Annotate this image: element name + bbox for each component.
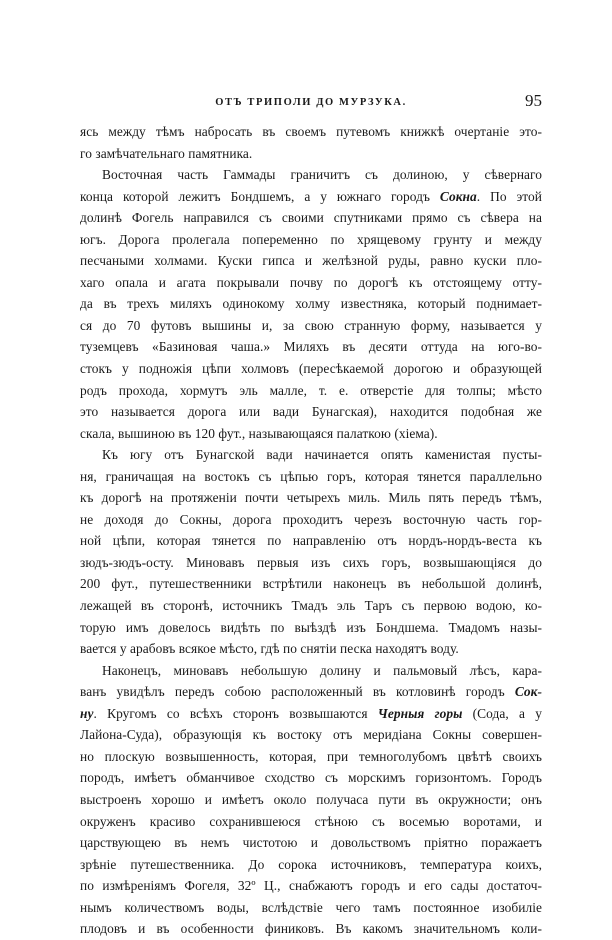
text-line bbox=[80, 573, 542, 595]
text-line bbox=[80, 530, 542, 552]
text-segment: долинѣ Фогель направился съ своими спутниками прямо съ сѣвера на bbox=[80, 210, 542, 226]
text-segment: туземцевъ «Базиновая чаша.» Миляхъ въ десяти оттуда на юго-во- bbox=[80, 339, 542, 355]
text-segment: родъ прохода, хормутъ эль малле, т. е. отверстіе для толпы; мѣсто bbox=[80, 382, 542, 398]
text-segment: да въ трехъ миляхъ одинокому холму известняка, который поднимает- bbox=[80, 296, 542, 312]
body-text bbox=[80, 121, 542, 940]
text-line bbox=[80, 444, 542, 466]
text-line bbox=[80, 358, 542, 380]
text-line bbox=[80, 487, 542, 509]
text-segment: окруженъ красиво сохранившеюся стѣною съ восемью воротами, и bbox=[80, 813, 542, 829]
text-segment: вается у арабовъ всякое мѣсто, гдѣ по снятіи песка находятъ воду. bbox=[80, 641, 459, 657]
text-segment: Лайона-Суда), образующія къ востоку отъ меридіана Сокны совершен- bbox=[80, 727, 542, 743]
text-line bbox=[80, 186, 542, 208]
emphasized-text: Черныя горы bbox=[377, 705, 463, 721]
text-line bbox=[80, 617, 542, 639]
text-line bbox=[80, 918, 542, 940]
text-line bbox=[80, 466, 542, 488]
text-segment: торую имъ довелось видѣть по выѣздѣ изъ Бондшема. Тмадомъ назы- bbox=[80, 619, 542, 635]
text-line bbox=[80, 272, 542, 294]
text-line bbox=[80, 250, 542, 272]
text-line bbox=[80, 552, 542, 574]
text-segment: ной цѣпи, которая тянется по направленію отъ нордъ-нордъ-веста къ bbox=[80, 533, 542, 549]
text-segment: породъ, имѣетъ обманчивое сходство съ морскимъ горизонтомъ. Городъ bbox=[80, 770, 542, 786]
text-segment: . По этой bbox=[476, 188, 542, 204]
text-segment: ся до 70 футовъ вышины и, за свою странную форму, называется у bbox=[80, 317, 542, 333]
emphasized-text: ну bbox=[80, 705, 94, 721]
text-line bbox=[80, 724, 542, 746]
text-segment: скала, вышиною въ 120 фут., называющаяся палаткою (хіема). bbox=[80, 425, 438, 441]
text-segment: по измѣреніямъ Фогеля, 32º Ц., снабжаютъ городъ и его сады достаточ- bbox=[80, 878, 542, 894]
text-segment: конца которой лежитъ Бондшемъ, а у южнаго городъ bbox=[80, 188, 440, 204]
text-line bbox=[80, 229, 542, 251]
text-line bbox=[80, 423, 542, 445]
text-line bbox=[80, 380, 542, 402]
text-line bbox=[80, 703, 542, 725]
text-segment: 200 фут., путешественники встрѣтили наконецъ въ небольшой долинѣ, bbox=[80, 576, 542, 592]
emphasized-text: Сок- bbox=[514, 684, 542, 700]
page-number: 95 bbox=[525, 91, 542, 110]
text-line bbox=[80, 509, 542, 531]
text-segment: къ дорогѣ на протяженіи почти четырехъ миль. Миль пять передъ тѣмъ, bbox=[80, 490, 542, 506]
text-segment: ванъ увидѣлъ передъ собою расположенный въ котловинѣ городъ bbox=[80, 684, 515, 700]
text-segment: стокъ у подножія цѣпи холмовъ (пересѣкаемой дорогою и образующей bbox=[80, 361, 542, 377]
text-segment: Наконецъ, миновавъ небольшую долину и пальмовый лѣсъ, кара- bbox=[102, 662, 542, 678]
text-line bbox=[80, 121, 542, 143]
text-line bbox=[80, 143, 542, 165]
text-segment: плодовъ и въ особенности финиковъ. Въ какомъ значительномъ коли- bbox=[80, 921, 542, 937]
text-line bbox=[80, 767, 542, 789]
text-segment: го замѣчательнаго памятника. bbox=[80, 145, 253, 161]
text-segment: песчаными холмами. Куски гипса и желѣзной руды, равно куски пло- bbox=[80, 253, 542, 269]
text-line bbox=[80, 638, 542, 660]
text-line bbox=[80, 875, 542, 897]
text-segment: Къ югу отъ Бунагской вади начинается опять каменистая пусты- bbox=[102, 447, 542, 463]
text-line bbox=[80, 293, 542, 315]
text-line bbox=[80, 595, 542, 617]
text-line bbox=[80, 315, 542, 337]
text-line bbox=[80, 207, 542, 229]
text-line bbox=[80, 401, 542, 423]
text-line bbox=[80, 789, 542, 811]
text-line bbox=[80, 660, 542, 682]
text-segment: царствующею въ немъ чистотою и довольствомъ пріятно поражаетъ bbox=[80, 835, 542, 851]
text-line bbox=[80, 681, 542, 703]
text-segment: Восточная часть Гаммады граничитъ съ долиною, у сѣвернаго bbox=[102, 167, 542, 183]
text-segment: ня, граничащая на востокъ съ цѣпью горъ, которая тянется параллельно bbox=[80, 468, 542, 484]
emphasized-text: Сокна bbox=[439, 188, 477, 204]
running-title: ОТЪ ТРИПОЛИ ДО МУРЗУКА. bbox=[215, 97, 407, 108]
text-segment: хаго опала и агата покрывали почву по дорогѣ къ отстоящему отту- bbox=[80, 274, 542, 290]
text-segment: лежащей въ сторонѣ, источникъ Тмадъ эль Таръ съ первою водою, ко- bbox=[80, 598, 542, 614]
text-line bbox=[80, 854, 542, 876]
text-line bbox=[80, 164, 542, 186]
text-line bbox=[80, 746, 542, 768]
text-segment: . Кругомъ со всѣхъ сторонъ возвышаются bbox=[93, 705, 378, 721]
text-segment: выстроенъ хорошо и имѣетъ около получаса пути въ окружности; онъ bbox=[80, 791, 542, 807]
text-line bbox=[80, 832, 542, 854]
text-segment: югъ. Дорога пролегала попеременно по хрящевому грунту и между bbox=[80, 231, 542, 247]
page-header bbox=[80, 91, 542, 113]
text-line bbox=[80, 811, 542, 833]
text-segment: но плоскую возвышенность, которая, при темноголубомъ цвѣтѣ своихъ bbox=[80, 748, 542, 764]
text-segment: зрѣніе путешественника. До сорока источниковъ, температура коихъ, bbox=[80, 856, 542, 872]
text-line bbox=[80, 336, 542, 358]
text-segment: (Сода, а у bbox=[462, 705, 542, 721]
text-segment: ясь между тѣмъ набросать въ своемъ путевомъ книжкѣ очертаніе это- bbox=[80, 124, 542, 139]
text-segment: зюдъ-зюдъ-осту. Миновавъ первыя изъ сихъ горъ, возвышающіяся до bbox=[80, 554, 542, 570]
text-segment: нымъ количествомъ воды, вслѣдствіе чего тамъ постоянное изобиліе bbox=[80, 899, 542, 915]
text-segment: это называется дорога или вади Бунагская), находится подобная же bbox=[80, 404, 542, 420]
text-segment: не доходя до Сокны, дорога проходитъ черезъ восточную часть гор- bbox=[80, 511, 542, 527]
